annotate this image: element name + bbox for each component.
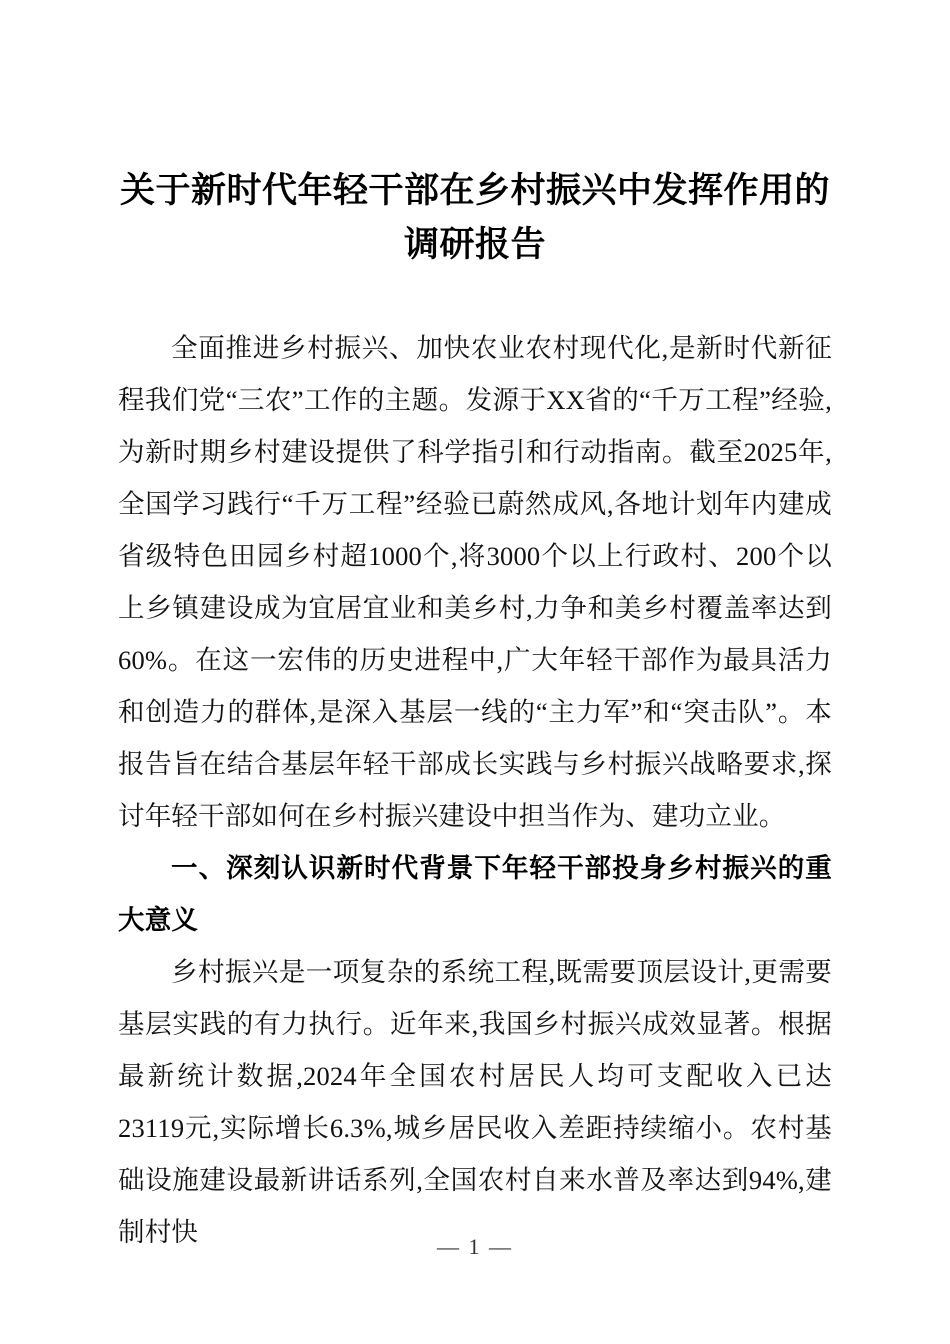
paragraph-section-1-body: 乡村振兴是一项复杂的系统工程,既需要顶层设计,更需要基层实践的有力执行。近年来,我国乡村振兴成效显著。根据最新统计数据,2024年全国农村居民人均可支配收入已达23119元,实际增长6.3%,城乡居民收入差距持续缩小。农村基础设施建设最新讲话系列,全国农村自来水普及率达到94%,建制村快 [118,957,832,1247]
document-title-line-1: 关于新时代年轻干部在乡村振兴中发挥作用的 [119,171,830,210]
page-number-footer: — 1 — [437,1234,513,1259]
document-title [118,164,832,272]
section-heading-1: 一、深刻认识新时代背景下年轻干部投身乡村振兴的重大意义 [118,853,832,935]
paragraph-intro: 全面推进乡村振兴、加快农业农村现代化,是新时代新征程我们党“三农”工作的主题。发源于XX省的“千万工程”经验,为新时期乡村建设提供了科学指引和行动指南。截至2025年,全国学习践行“千万工程”经验已蔚然成风,各地计划年内建成省级特色田园乡村超1000个,将3000个以上行政村、200个以上乡镇建设成为宜居宜业和美乡村,力争和美乡村覆盖率达到60%。在这一宏伟的历史进程中,广大年轻干部作为最具活力和创造力的群体,是深入基层一线的“主力军”和“突击队”。本报告旨在结合基层年轻干部成长实践与乡村振兴战略要求,探讨年轻干部如何在乡村振兴建设中担当作为、建功立业。 [118,333,832,831]
document-title-line-2: 调研报告 [403,225,546,264]
document-body [118,322,832,1258]
